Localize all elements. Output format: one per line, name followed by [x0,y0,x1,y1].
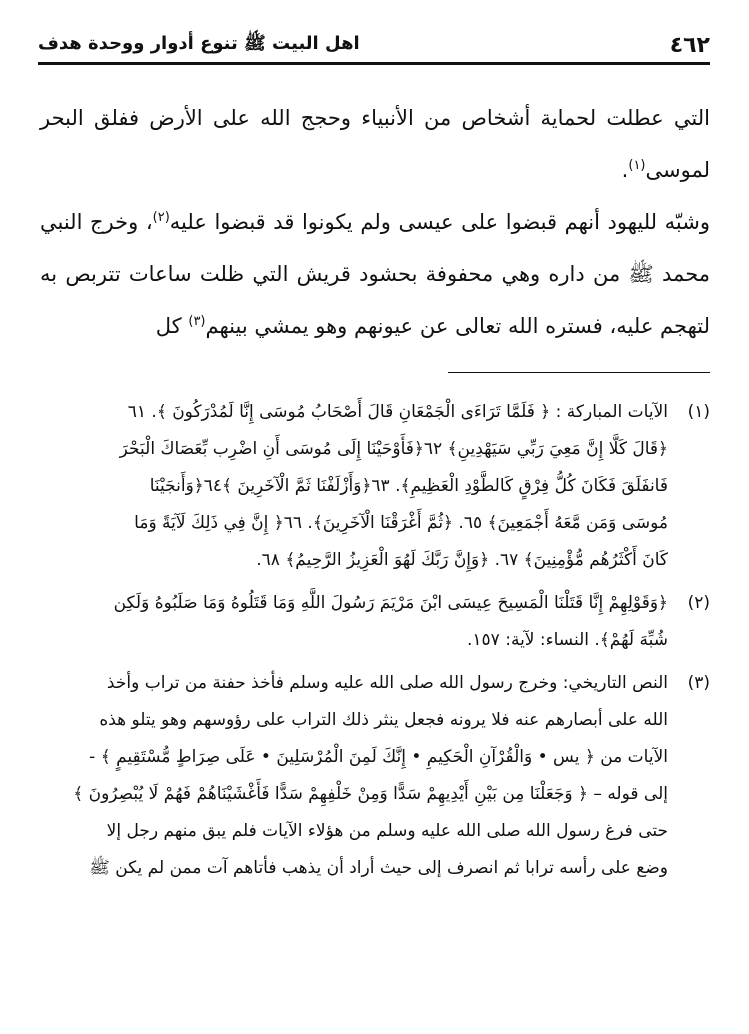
footnote-line: إلى قوله – ﴿ وَجَعَلْنَا مِن بَيْنِ أَيْدِيهِمْ سَدًّا وَمِنْ خَلْفِهِمْ سَدًّا فَأَغْشَيْنَاهُمْ فَهُمْ لَا يُبْصِرُونَ ﴾ [73,784,668,804]
main-text [40,92,710,352]
header-rule [38,62,710,65]
footnote-line: الله على أبصارهم عنه فلا يرونه فجعل ينثر ذلك التراب على رؤوسهم وهو يتلو هذه [99,710,668,730]
paragraph-tail: كل [155,314,189,338]
paragraph [40,92,710,196]
footnote-line: شُبِّهَ لَهُمْ﴾. النساء: لآية: ١٥٧. [467,630,668,650]
footnote-ref: (٣) [188,314,206,329]
footnote-ref: (٢) [152,210,170,225]
paragraph-tail: ، وخرج النبي محمد ﷺ من داره وهي محفوفة بحشود قريش التي ظلت ساعات تتربص به لتهجم عليه، فستره الله تعالى عن عيونهم وهو يمشي بينهم [40,210,710,338]
footnote-separator [448,372,710,373]
footnote-marker: (٢) [687,593,710,613]
footnote-line: ﴿وَقَوْلِهِمْ إِنَّا قَتَلْنَا الْمَسِيحَ عِيسَى ابْنَ مَرْيَمَ رَسُولَ اللَّهِ وَمَا قَتَلُوهُ وَمَا صَلَبُوهُ وَلَكِن [113,593,668,613]
page-number: ٤٦٢ [669,32,710,58]
footnote-line: مُوسَى وَمَن مَّعَهُ أَجْمَعِينَ﴾ ٦٥. ﴿ثُمَّ أَغْرَقْنَا الْآخَرِينَ﴾. ٦٦﴿ إِنَّ فِي ذَلِكَ لَآيَةً وَمَا [134,513,668,533]
paragraph [40,196,710,352]
footnote [38,394,710,579]
page-header [38,30,710,60]
footnotes [38,394,710,893]
footnote-ref: (١) [628,158,646,173]
paragraph-tail: . [621,158,629,182]
footnote [38,665,710,887]
running-title: اهل البيت ﷺ تنوع أدوار ووحدة هدف [38,33,360,54]
footnote-line: كَانَ أَكْثَرُهُم مُّؤْمِنِينَ﴾ ٦٧. ﴿وَإِنَّ رَبَّكَ لَهُوَ الْعَزِيزُ الرَّحِيمُ﴾ ٦٨. [256,550,668,570]
footnote-line: فَانفَلَقَ فَكَانَ كُلُّ فِرْقٍ كَالطَّوْدِ الْعَظِيمِ﴾. ٦٣﴿وَأَزْلَفْنَا ثَمَّ الْآخَرِينَ ﴾٦٤﴿وَأَنجَيْنَا [149,476,668,496]
paragraph-text: وشبّه لليهود أنهم قبضوا على عيسى ولم يكونوا قد قبضوا عليه [169,210,710,234]
paragraph-text: التي عطلت لحماية أشخاص من الأنبياء وحجج الله على الأرض ففلق البحر لموسى [40,106,710,182]
footnote-line: وضع على رأسه ترابا ثم انصرف إلى حيث أراد أن يذهب فأتاهم آت ممن لم يكن ﷺ [89,858,668,878]
footnote-line: ﴿قَالَ كَلَّا إِنَّ مَعِيَ رَبِّي سَيَهْدِينِ﴾ ٦٢﴿فَأَوْحَيْنَا إِلَى مُوسَى أَنِ اضْرِب بِّعَصَاكَ الْبَحْرَ [119,439,668,459]
footnote-line: النص التاريخي: وخرج رسول الله صلى الله عليه وسلم فأخذ حفنة من تراب وأخذ [106,673,668,693]
footnote-marker: (٣) [687,673,710,693]
footnote-line: الآيات المباركة : ﴿ فَلَمَّا تَرَاءَى الْجَمْعَانِ قَالَ أَصْحَابُ مُوسَى إِنَّا لَمُدْرَكُونَ ﴾. ٦١ [127,402,668,422]
footnote-marker: (١) [687,402,710,422]
footnote-line: الآيات من ﴿ يس • وَالْقُرْآنِ الْحَكِيمِ • إِنَّكَ لَمِنَ الْمُرْسَلِينَ • عَلَى صِرَاطٍ مُّسْتَقِيمٍ ﴾ - [89,747,668,767]
footnote [38,585,710,659]
footnote-line: حتى فرغ رسول الله صلى الله عليه وسلم من هؤلاء الآيات فلم يبق منهم رجل إلا [106,821,668,841]
